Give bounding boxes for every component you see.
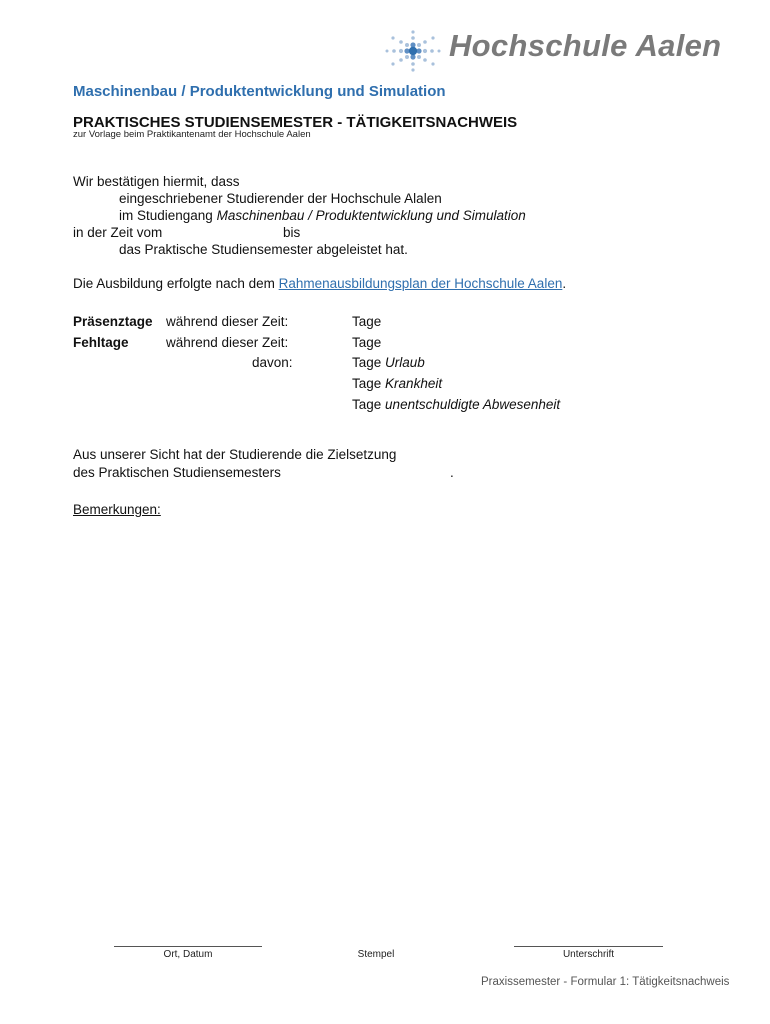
present-days-during: während dieser Zeit: [166,314,289,329]
absence-reason: unentschuldigte Abwesenheit [385,397,561,412]
document-title: PRAKTISCHES STUDIENSEMESTER - TÄTIGKEITSNACHWEIS [73,114,518,131]
document-subtitle: zur Vorlage beim Praktikantenamt der Hochschule Aalen [73,129,311,140]
absence-reason: Urlaub [385,355,425,370]
confirmation-line-2: eingeschriebener Studierender der Hochschule Alalen [119,191,442,206]
period-to-label: bis [283,225,301,240]
absence-row-unexcused [352,397,560,412]
training-suffix: . [562,276,567,291]
absence-unit: Tage [352,376,382,391]
training-prefix: Die Ausbildung erfolgte nach dem [73,276,279,291]
stamp-label: Stempel [357,949,395,960]
absence-unit: Tage [352,397,382,412]
absent-days-during: während dieser Zeit: [166,335,289,350]
signature-line [514,946,663,947]
hochschule-starburst-logo-icon [383,28,443,74]
remarks-label: Bemerkungen: [73,502,161,517]
confirmation-line-3 [119,208,526,223]
study-program-prefix: im Studiengang [119,208,217,223]
training-plan-line [73,276,566,291]
signature-label: Unterschrift [562,949,615,960]
present-days-label: Präsenztage [73,314,153,329]
assessment-line-2: des Praktischen Studiensemesters [73,465,281,480]
place-date-label: Ort, Datum [163,949,213,960]
assessment-line-1: Aus unserer Sicht hat der Studierende die Zielsetzung [73,447,397,462]
period-from-label: in der Zeit vom [73,225,163,240]
program-heading: Maschinenbau / Produktentwicklung und Simulation [73,83,446,100]
absent-days-label: Fehltage [73,335,129,350]
confirmation-line-5: das Praktische Studiensemester abgeleistet hat. [119,242,408,257]
page-footer: Praxissemester - Formular 1: Tätigkeitsnachweis [481,976,730,988]
absent-thereof-label: davon: [252,355,293,370]
absence-row-vacation [352,355,425,370]
present-days-unit: Tage [352,314,382,329]
place-date-line [114,946,262,947]
study-program-name: Maschinenbau / Produktentwicklung und Simulation [216,208,526,223]
absence-unit: Tage [352,355,382,370]
assessment-line-2-end: . [450,465,454,480]
confirmation-line-1: Wir bestätigen hiermit, dass [73,174,240,189]
absence-reason: Krankheit [385,376,443,391]
logo-wordmark: Hochschule Aalen [449,28,722,63]
absence-row-sickness [352,376,442,391]
training-plan-link[interactable]: Rahmenausbildungsplan der Hochschule Aalen [278,276,563,291]
absent-days-unit: Tage [352,335,382,350]
